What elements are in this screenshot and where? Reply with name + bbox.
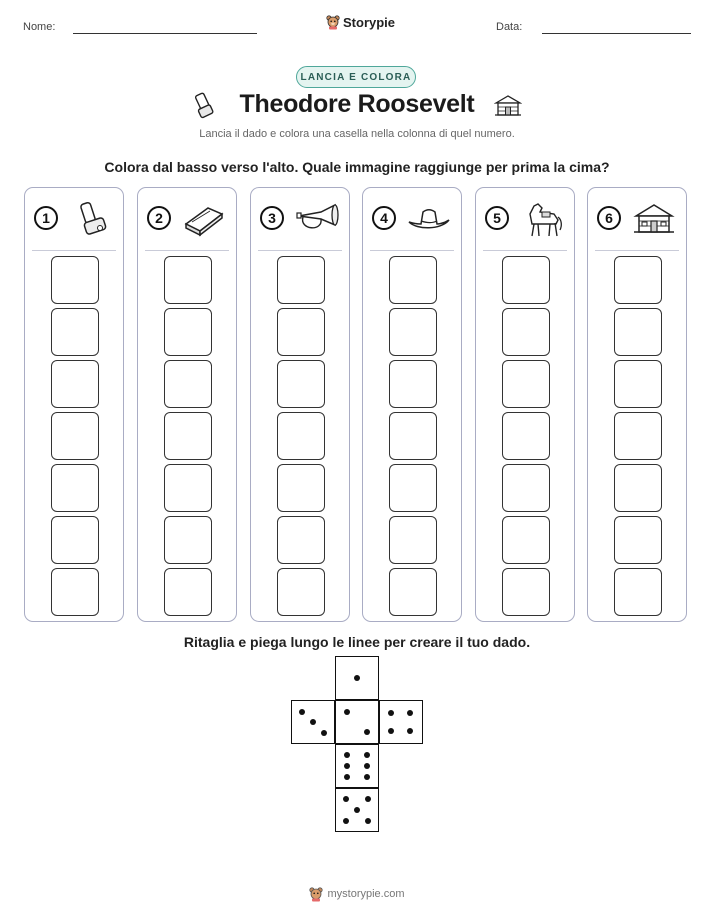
color-box[interactable] [51,308,99,356]
die-pip [364,774,370,780]
color-box[interactable] [502,412,550,460]
name-label: Nome: [23,21,56,33]
instruction-text: Colora dal basso verso l'alto. Quale immagine raggiunge per prima la cima? [104,159,610,175]
column-divider [483,250,567,251]
cabin-icon [632,200,676,238]
color-box[interactable] [51,360,99,408]
die-pip [364,763,370,769]
column-number: 2 [147,206,171,230]
color-box[interactable] [502,308,550,356]
color-box[interactable] [164,308,212,356]
color-box[interactable] [614,308,662,356]
color-box[interactable] [51,568,99,616]
brand-logo [326,14,395,30]
die-pip [407,710,413,716]
cowboy-hat-icon [407,200,451,238]
die-face-1 [335,656,379,700]
brand-name: Storypie [343,14,396,30]
color-box[interactable] [502,516,550,564]
color-box[interactable] [277,568,325,616]
die-pip [364,729,370,735]
die-pip [344,774,350,780]
die-face-6 [335,744,379,788]
color-box[interactable] [614,256,662,304]
color-box[interactable] [164,256,212,304]
color-box[interactable] [277,516,325,564]
die-face-5 [335,788,379,832]
column-6 [587,187,687,622]
inhaler-icon [69,200,113,238]
column-number: 1 [34,206,58,230]
color-box[interactable] [614,464,662,512]
die-pip [364,752,370,758]
color-box[interactable] [502,256,550,304]
die-pip [407,728,413,734]
color-box[interactable] [502,360,550,408]
color-box[interactable] [51,412,99,460]
bear-icon [309,886,323,902]
color-box[interactable] [502,464,550,512]
color-box[interactable] [164,464,212,512]
column-2 [137,187,237,622]
bugle-icon [295,200,339,238]
horse-icon [520,200,564,238]
color-box[interactable] [389,256,437,304]
die-pip [321,730,327,736]
color-box[interactable] [51,256,99,304]
color-box[interactable] [502,568,550,616]
die-pip [344,763,350,769]
color-box[interactable] [164,412,212,460]
color-box[interactable] [614,360,662,408]
die-pip [388,710,394,716]
date-line[interactable] [542,33,691,34]
book-icon [182,200,226,238]
column-number: 4 [372,206,396,230]
color-box[interactable] [51,464,99,512]
color-box[interactable] [277,412,325,460]
color-box[interactable] [389,308,437,356]
footer [0,886,714,902]
die-instruction: Ritaglia e piega lungo le linee per creare il tuo dado. [183,634,531,650]
color-box[interactable] [389,360,437,408]
color-box[interactable] [277,464,325,512]
die-pip [343,818,349,824]
color-box[interactable] [277,360,325,408]
column-divider [145,250,229,251]
bear-icon [326,14,340,30]
color-box[interactable] [277,308,325,356]
column-number: 6 [597,206,621,230]
die-pip [354,675,360,681]
name-line[interactable] [73,33,257,34]
cabin-icon [494,94,522,118]
color-box[interactable] [389,412,437,460]
column-divider [32,250,116,251]
die-pip [343,796,349,802]
column-number: 5 [485,206,509,230]
die-pip [365,818,371,824]
page-subtitle: Lancia il dado e colora una casella nella colonna di quel numero. [199,128,515,140]
color-box[interactable] [164,568,212,616]
die-pip [299,709,305,715]
color-box[interactable] [277,256,325,304]
die-face-3 [291,700,335,744]
column-divider [595,250,679,251]
die-face-4 [379,700,423,744]
color-box[interactable] [614,568,662,616]
die-pip [344,752,350,758]
color-box[interactable] [614,412,662,460]
color-box[interactable] [389,516,437,564]
column-divider [370,250,454,251]
column-4 [362,187,462,622]
date-label: Data: [496,21,523,33]
color-box[interactable] [389,568,437,616]
column-number: 3 [260,206,284,230]
column-1 [24,187,124,622]
color-box[interactable] [614,516,662,564]
column-5 [475,187,575,622]
color-box[interactable] [164,360,212,408]
activity-badge: LANCIA E COLORA [296,66,416,88]
die-pip [388,728,394,734]
die-pip [365,796,371,802]
page-title: Theodore Roosevelt [239,90,475,118]
footer-url[interactable]: mystorypie.com [327,888,405,900]
color-box[interactable] [164,516,212,564]
column-3 [250,187,350,622]
color-box[interactable] [389,464,437,512]
column-divider [258,250,342,251]
die-face-2 [335,700,379,744]
die-pip [354,807,360,813]
die-pip [310,719,316,725]
die-pip [344,709,350,715]
color-box[interactable] [51,516,99,564]
